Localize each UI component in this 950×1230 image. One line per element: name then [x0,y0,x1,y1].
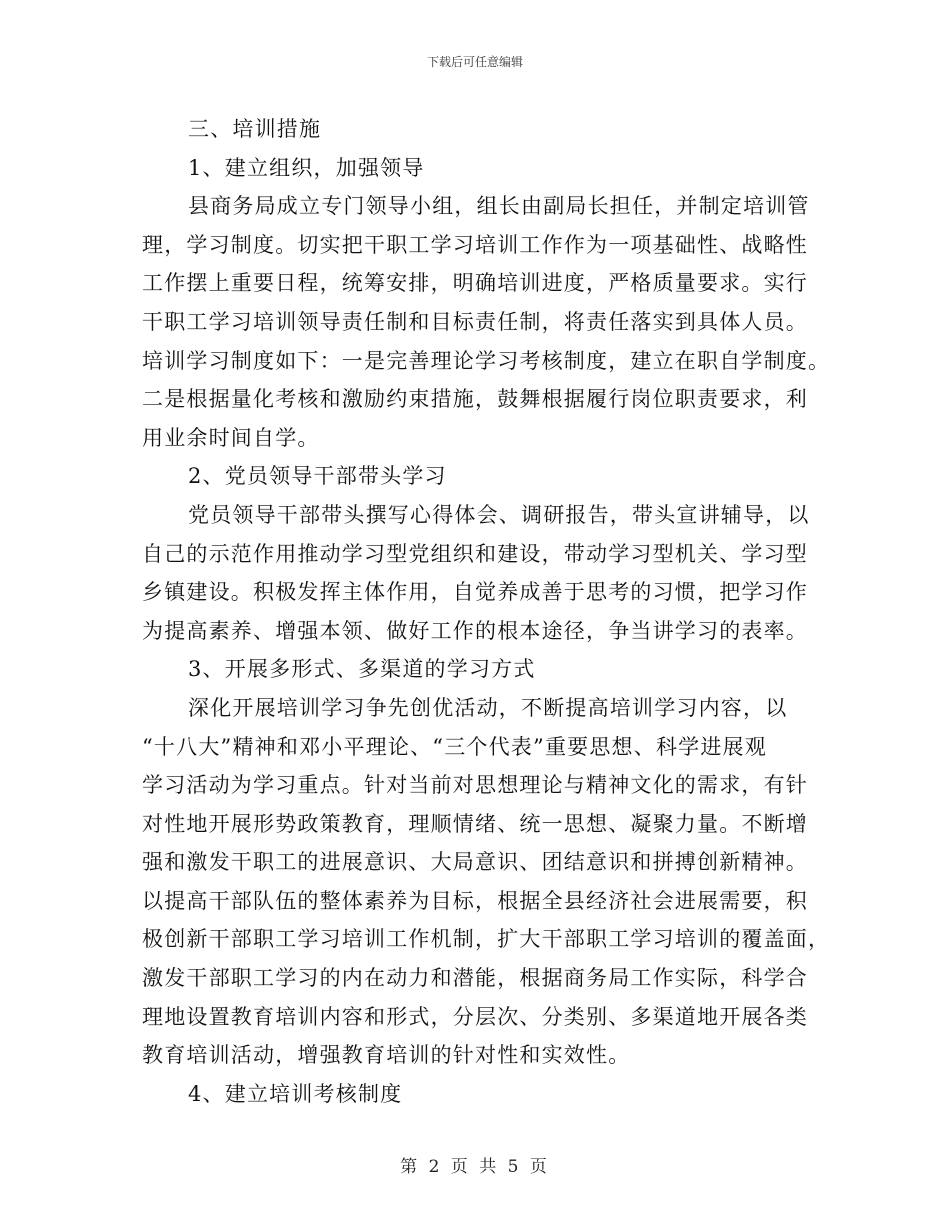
paragraph-line: 党员领导干部带头撰写心得体会、调研报告，带头宣讲辅导，以 [188,502,810,527]
paragraph-line: 干职工学习培训领导责任制和目标责任制，将责任落实到具体人员。 [142,309,808,334]
paragraph-line: 县商务局成立专门领导小组，组长由副局长担任，并制定培训管 [188,194,810,219]
paragraph-line: 深化开展培训学习争先创优活动，不断提高培训学习内容，以 [188,695,788,720]
section-heading: 三、培训措施 [188,117,322,141]
paragraph-line: “十八大”精神和邓小平理论、“三个代表”重要思想、科学进展观 [142,734,767,759]
subheading: 1、建立组织，加强领导 [188,155,425,180]
paragraph-line: 为提高素养、增强本领、做好工作的根本途径，争当讲学习的表率。 [142,618,808,643]
subheading: 4、建立培训考核制度 [188,1081,403,1106]
subheading: 3、开展多形式、多渠道的学习方式 [188,657,536,682]
paragraph-line: 学习活动为学习重点。针对当前对思想理论与精神文化的需求，有针 [142,773,808,798]
page-number: 第 2 页 共 5 页 [400,1157,550,1177]
paragraph-line: 工作摆上重要日程，统筹安排，明确培训进度，严格质量要求。实行 [142,271,808,296]
paragraph-line: 教育培训活动，增强教育培训的针对性和实效性。 [142,1043,631,1068]
paragraph-line: 对性地开展形势政策教育，理顺情绪、统一思想、凝聚力量。不断增 [142,811,808,836]
paragraph-line: 激发干部职工学习的内在动力和潜能，根据商务局工作实际，科学合 [142,966,808,991]
paragraph-line: 用业余时间自学。 [142,425,320,450]
paragraph-line: 培训学习制度如下：一是完善理论学习考核制度，建立在职自学制度。 [142,348,831,373]
paragraph-line: 强和激发干职工的进展意识、大局意识、团结意识和拼搏创新精神。 [142,850,808,875]
page-header: 下载后可任意编辑 [426,55,523,69]
subheading: 2、党员领导干部带头学习 [188,464,447,489]
paragraph-line: 理地设置教育培训内容和形式，分层次、分类别、多渠道地开展各类 [142,1004,808,1029]
paragraph-line: 极创新干部职工学习培训工作机制，扩大干部职工学习培训的覆盖面， [142,927,831,952]
paragraph-line: 理，学习制度。切实把干职工学习培训工作作为一项基础性、战略性 [142,232,808,257]
paragraph-line: 自己的示范作用推动学习型党组织和建设，带动学习型机关、学习型 [142,541,808,566]
paragraph-line: 乡镇建设。积极发挥主体作用，自觉养成善于思考的习惯，把学习作 [142,580,808,605]
paragraph-line: 二是根据量化考核和激励约束措施，鼓舞根据履行岗位职责要求，利 [142,387,808,412]
paragraph-line: 以提高干部队伍的整体素养为目标，根据全县经济社会进展需要，积 [142,888,808,913]
document-body [142,110,831,1113]
